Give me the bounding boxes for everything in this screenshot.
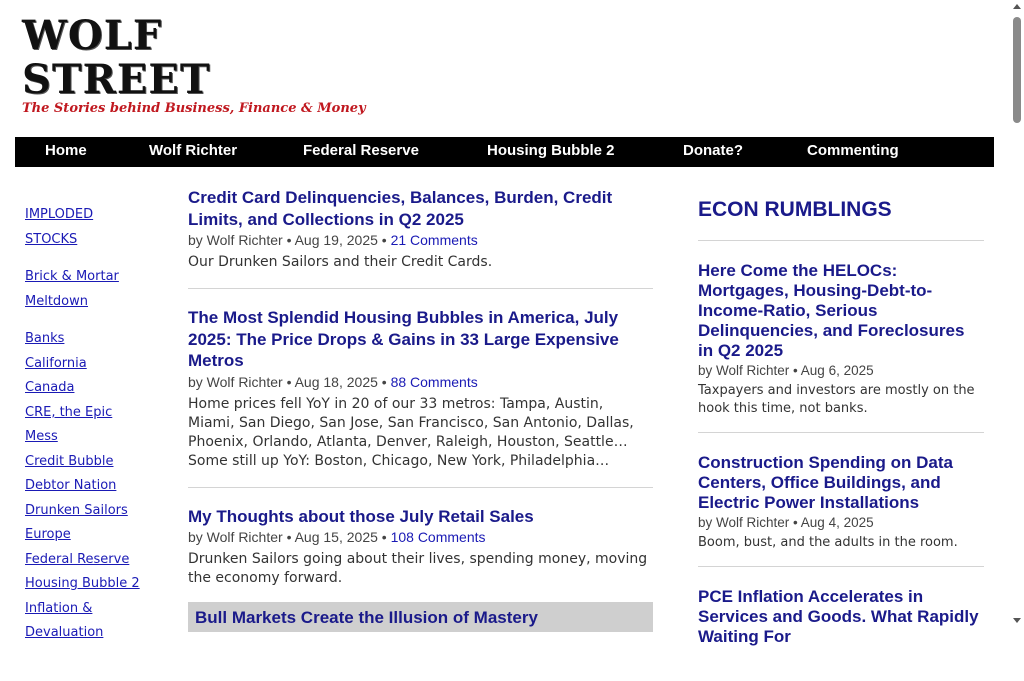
post-item [188,187,653,289]
meta-separator: • [286,373,292,390]
featured-post-title[interactable]: Bull Markets Create the Illusion of Mastery [188,602,653,632]
post-author: by Wolf Richter [188,529,283,545]
post-comments-link[interactable]: 88 Comments [390,373,478,390]
sidebar-link-cre[interactable]: Mess [25,429,58,444]
rumbling-author: by Wolf Richter [698,515,790,530]
sidebar-link-europe[interactable]: Europe [25,527,71,542]
post-author: by Wolf Richter [188,373,283,390]
meta-separator: • [793,363,798,378]
post-item [188,506,653,589]
nav-housing-bubble-2[interactable]: Housing Bubble 2 [487,142,615,159]
rumbling-title[interactable]: Here Come the HELOCs: Mortgages, Housing-Debt-to-Income-Ratio, Serious Delinquencies, and Foreclosures in Q2 2025 [698,261,965,360]
rumbling-author: by Wolf Richter [698,363,790,378]
meta-separator: • [381,529,387,545]
post-date: Aug 18, 2025 [294,373,378,390]
rumbling-meta [698,361,984,381]
category-sidebar [25,203,165,646]
sidebar-link-brick-mortar[interactable]: Brick & Mortar [25,269,119,284]
post-excerpt: Drunken Sailors going about their lives, spending money, moving the economy forward. [188,551,648,586]
post-excerpt: Home prices fell YoY in 20 of our 33 metros: Tampa, Austin, Miami, San Diego, San Jose, San Francisco, San Antonio, Dallas, Phoenix, Orlando, Atlanta, Denver, Raleigh, Houston, Seattle… Some still up YoY: Boston, Chicago, New York, Philadelphia… [188,395,634,469]
sidebar-link-federal-reserve[interactable]: Federal Reserve [25,551,130,567]
sidebar-gap [25,252,165,265]
post-meta [188,372,653,392]
post-title[interactable]: Credit Card Delinquencies, Balances, Burden, Credit Limits, and Collections in Q2 2025 [188,188,613,229]
sidebar-link-imploded-stocks[interactable]: IMPLODED [25,207,94,222]
site-tagline: The Stories behind Business, Finance & Money [22,101,366,116]
post-date: Aug 15, 2025 [294,529,378,545]
sidebar-link-imploded-stocks[interactable]: STOCKS [25,231,78,247]
sidebar-link-canada[interactable]: Canada [25,380,75,395]
meta-separator: • [286,529,292,545]
econ-rumblings-sidebar [698,196,984,681]
post-meta [188,527,653,547]
rumbling-item [698,261,984,433]
sidebar-link-inflation[interactable]: Inflation & [25,600,93,616]
rumbling-excerpt: Taxpayers and investors are mostly on the hook this time, not banks. [698,383,975,416]
site-title: WOLF STREET [22,12,211,103]
scrollbar-thumb[interactable] [1013,17,1021,123]
scroll-up-arrow-icon[interactable] [1013,4,1021,9]
post-list [188,187,653,632]
nav-commenting[interactable]: Commenting [807,142,899,159]
nav-federal-reserve[interactable]: Federal Reserve [303,142,419,159]
post-comments-link[interactable]: 21 Comments [390,232,478,248]
post-meta [188,230,653,250]
sidebar-link-cre[interactable]: CRE, the Epic [25,404,113,420]
post-author: by Wolf Richter [188,232,283,248]
rumblings-heading: ECON RUMBLINGS [698,196,984,241]
rumbling-excerpt: Boom, bust, and the adults in the room. [698,535,958,550]
sidebar-link-drunken-sailors[interactable]: Drunken Sailors [25,502,128,518]
sidebar-link-credit-bubble[interactable]: Credit Bubble [25,453,114,469]
meta-separator: • [381,232,387,248]
nav-donate[interactable]: Donate? [683,142,743,159]
sidebar-link-inflation[interactable]: Devaluation [25,625,104,640]
rumbling-title[interactable]: PCE Inflation Accelerates in Services and Goods. What Rapidly Waiting For [698,587,979,646]
site-logo[interactable] [22,12,366,116]
page-scrollbar[interactable] [1010,0,1024,629]
nav-wolf-richter[interactable]: Wolf Richter [149,142,238,159]
rumbling-item [698,453,984,567]
sidebar-gap [25,314,165,327]
meta-separator: • [286,232,292,248]
rumbling-item [698,587,984,661]
scroll-down-arrow-icon[interactable] [1013,618,1021,623]
sidebar-link-banks[interactable]: Banks [25,331,65,346]
sidebar-link-housing-bubble-2[interactable]: Housing Bubble 2 [25,576,140,591]
rumbling-title[interactable]: Construction Spending on Data Centers, Office Buildings, and Electric Power Installations [698,453,953,512]
post-excerpt: Our Drunken Sailors and their Credit Cards. [188,254,493,270]
post-item [188,307,653,488]
meta-separator: • [381,373,387,390]
rumbling-meta [698,513,984,533]
rumbling-date: Aug 4, 2025 [800,515,874,530]
post-title[interactable]: My Thoughts about those July Retail Sales [188,506,534,526]
post-date: Aug 19, 2025 [294,232,378,248]
post-comments-link[interactable]: 108 Comments [390,529,486,545]
sidebar-link-debtor-nation[interactable]: Debtor Nation [25,478,117,493]
main-nav [15,137,994,167]
meta-separator: • [793,515,798,530]
sidebar-link-brick-mortar[interactable]: Meltdown [25,293,89,309]
post-title[interactable]: The Most Splendid Housing Bubbles in America, July 2025: The Price Drops & Gains in 33 Large Expensive Metros [188,308,619,370]
rumbling-date: Aug 6, 2025 [800,363,874,378]
nav-home[interactable]: Home [45,142,87,159]
sidebar-link-california[interactable]: California [25,355,87,371]
